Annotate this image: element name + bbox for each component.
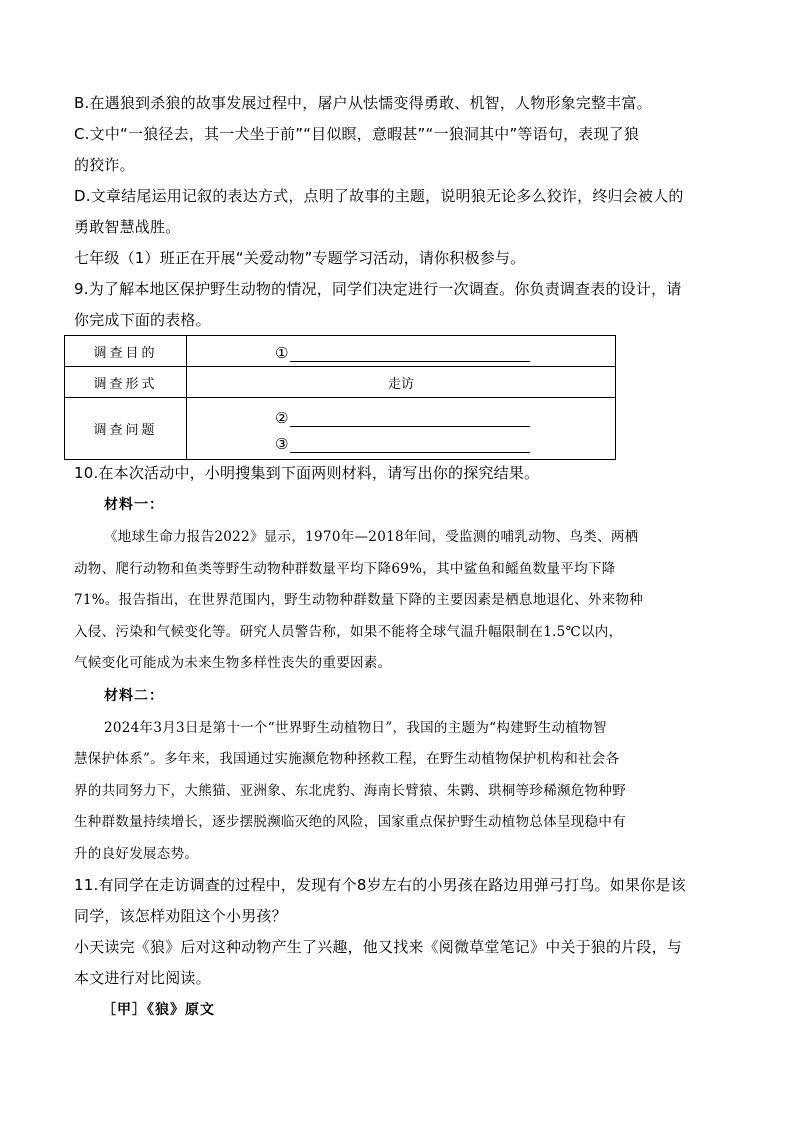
- question-10: 10.在本次活动中，小明搜集到下面两则材料，请写出你的探究结果。: [74, 464, 540, 482]
- material-1-title: 材料一：: [104, 497, 164, 513]
- question-9-line-1: 9.为了解本地区保护野生动物的情况，同学们决定进行一次调查。你负责调查表的设计，请: [74, 280, 682, 298]
- section-a-title: ［甲］《狼》原文: [102, 1002, 215, 1018]
- blank-number-3: ③: [275, 434, 289, 453]
- question-answer-blank-1[interactable]: [187, 405, 615, 427]
- survey-purpose-label: 调查目的: [65, 336, 187, 367]
- material-1-line: 71%。报告指出，在世界范围内，野生动物种群数量下降的主要因素是栖息地退化、外来物种: [74, 592, 644, 608]
- material-1-line: 《地球生命力报告2022》显示，1970年—2018年间，受监测的哺乳动物、鸟类、两栖: [104, 529, 639, 545]
- question-11-line-1: 11.有同学在走访调查的过程中，发现有个8岁左右的小男孩在路边用弹弓打鸟。如果你是该: [74, 876, 686, 894]
- option-d-line-1: D.文章结尾运用记叙的表达方式，点明了故事的主题，说明狼无论多么狡诈，终归会被人的: [74, 187, 684, 205]
- material-2-line: 慧保护体系”。多年来，我国通过实施濒危物种拯救工程，在野生动植物保护机构和社会各: [74, 751, 620, 767]
- material-2-line: 生种群数量持续增长，逐步摆脱濒临灭绝的风险，国家重点保护野生动植物总体呈现稳中有: [74, 814, 626, 830]
- question-9-line-2: 你完成下面的表格。: [74, 311, 211, 329]
- blank-number-2: ②: [275, 408, 289, 427]
- survey-table: [64, 335, 616, 460]
- material-2-line: 升的良好发展态势。: [74, 845, 199, 862]
- reading-intro-line-2: 本文进行对比阅读。: [74, 969, 211, 987]
- material-2-line: 2024年3月3日是第十一个“世界野生动植物日”，我国的主题为“构建野生动植物智: [104, 719, 607, 736]
- material-1-line: 动物、爬行动物和鱼类等野生动物种群数量平均下降69%，其中鲨鱼和鳐鱼数量平均下降: [74, 560, 616, 577]
- survey-question-cell: [187, 398, 616, 460]
- reading-intro-line-1: 小天读完《狼》后对这种动物产生了兴趣，他又找来《阅微草堂笔记》中关于狼的片段，与: [74, 938, 683, 956]
- question-11-line-2: 同学，该怎样劝阻这个小男孩？: [74, 907, 287, 925]
- option-c-line-1: C.文中“一狼径去，其一犬坐于前”“目似瞑，意暇甚”“一狼洞其中”等语句，表现了狼: [74, 125, 640, 143]
- material-1-line: 入侵、污染和气候变化等。研究人员警告称，如果不能将全球气温升幅限制在1.5℃以内，: [74, 623, 623, 640]
- question-answer-blank-2[interactable]: [187, 427, 615, 453]
- blank-number-1: ①: [275, 344, 289, 362]
- survey-purpose-cell: [187, 336, 616, 367]
- survey-form-value: 走访: [187, 367, 616, 398]
- survey-question-label: 调查问题: [65, 398, 187, 460]
- material-2-line: 界的共同努力下，大熊猫、亚洲象、东北虎豹、海南长臂猿、朱鹮、珙桐等珍稀濒危物种野: [74, 782, 626, 799]
- survey-form-label: 调查形式: [65, 367, 187, 398]
- question-answer-underline-2[interactable]: [290, 436, 530, 453]
- purpose-answer-blank[interactable]: [187, 340, 615, 362]
- option-d-line-2: 勇敢智慧战胜。: [74, 218, 181, 236]
- material-1-line: 气候变化可能成为未来生物多样性丧失的重要因素。: [74, 655, 392, 671]
- material-2-title: 材料二：: [104, 687, 164, 704]
- option-c-line-2: 的狡诈。: [74, 156, 135, 174]
- activity-intro: 七年级（1）班正在开展“关爱动物”专题学习活动，请你积极参与。: [74, 249, 526, 267]
- question-answer-underline-1[interactable]: [290, 410, 530, 427]
- option-b-line: B.在遇狼到杀狼的故事发展过程中，屠户从怯懦变得勇敢、机智，人物形象完整丰富。: [74, 94, 652, 112]
- purpose-answer-underline[interactable]: [290, 345, 530, 362]
- material-1-text: [74, 522, 720, 680]
- document-page: [74, 88, 720, 1027]
- survey-row-form: [65, 367, 616, 398]
- material-2-text: [74, 713, 720, 871]
- survey-row-questions: [65, 398, 616, 460]
- survey-row-purpose: [65, 336, 616, 367]
